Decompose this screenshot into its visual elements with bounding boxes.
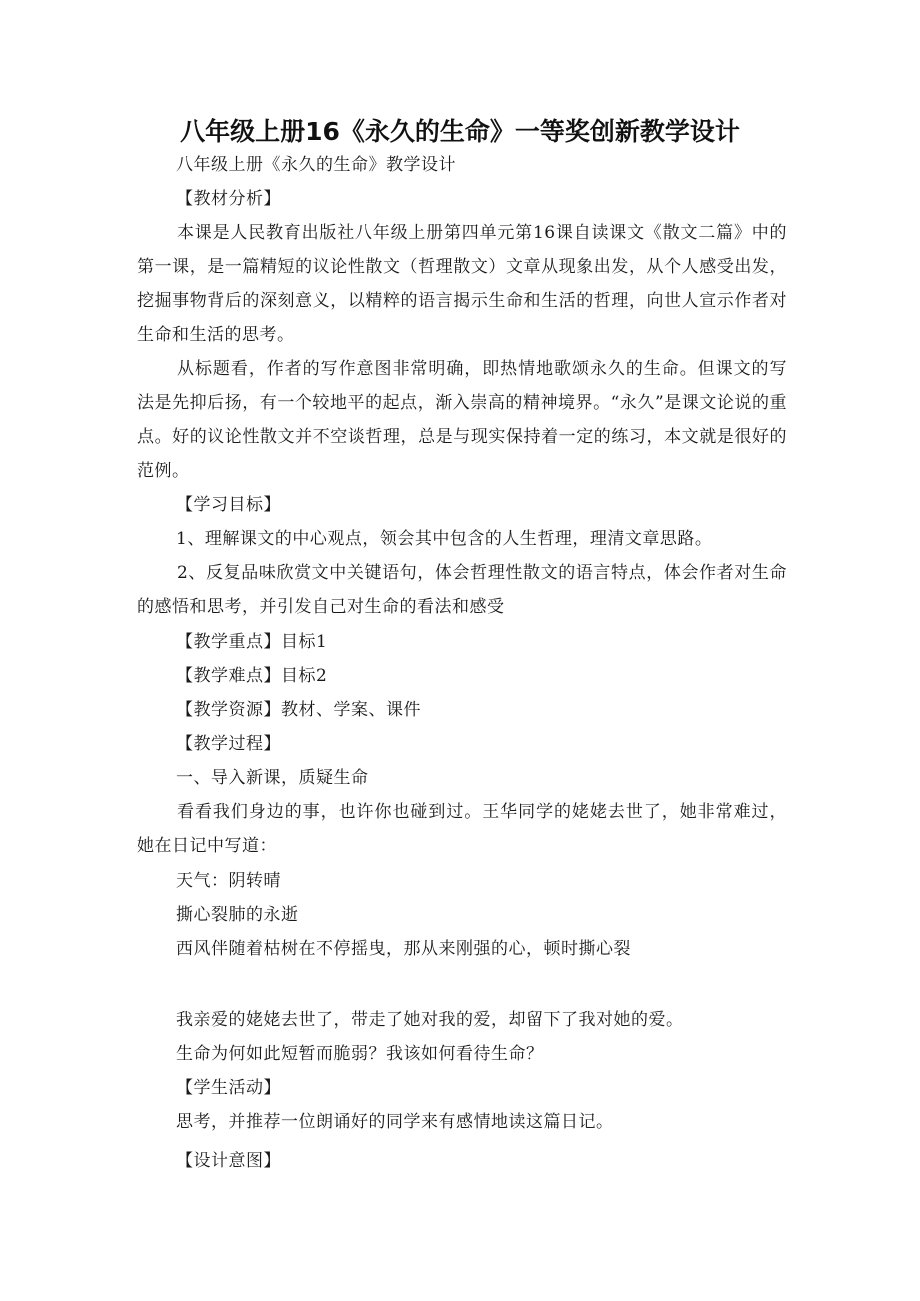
resources-line: 【教学资源】教材、学案、课件	[176, 700, 421, 720]
section-heading-design: 【设计意图】	[176, 1151, 281, 1171]
process-step-1: 一、导入新课，质疑生命	[176, 768, 369, 788]
section-heading-goals: 【学习目标】	[176, 495, 281, 515]
section-heading-process: 【教学过程】	[176, 734, 281, 754]
section-heading-materials: 【教材分析】	[176, 189, 281, 209]
paragraph-materials-2: 从标题看，作者的写作意图非常明确，即热情地歌颂永久的生命。但课文的写法是先抑后扬，有一个较地平的起点，渐入崇高的精神境界。“永久”是课文论说的重点。好的议论性散文并不空谈哲理，总是与现实保持着一定的练习，本文就是很好的范例。	[137, 359, 787, 481]
difficulty-line: 【教学难点】目标2	[176, 666, 328, 686]
document-title: 八年级上册16《永久的生命》一等奖创新教学设计	[180, 117, 740, 146]
diary-line-3: 生命为何如此短暂而脆弱？我该如何看待生命？	[176, 1044, 544, 1064]
key-point-line: 【教学重点】目标1	[176, 632, 328, 652]
goal-item-2: 2、反复品味欣赏文中关键语句，体会哲理性散文的语言特点，体会作者对生命的感悟和思考，并引发自己对生命的看法和感受	[137, 563, 787, 617]
diary-title: 撕心裂肺的永逝	[176, 905, 299, 925]
diary-weather: 天气：阴转晴	[176, 871, 281, 891]
goal-item-1: 1、理解课文的中心观点，领会其中包含的人生哲理，理清文章思路。	[176, 529, 713, 549]
diary-line-1: 西风伴随着枯树在不停摇曳，那从来刚强的心，顿时撕心裂	[176, 939, 631, 959]
document-subtitle: 八年级上册《永久的生命》教学设计	[176, 155, 456, 175]
section-heading-student: 【学生活动】	[176, 1078, 281, 1098]
paragraph-intro: 看看我们身边的事，也许你也碰到过。王华同学的姥姥去世了，她非常难过，她在日记中写道：	[137, 802, 787, 856]
paragraph-materials-1: 本课是人民教育出版社八年级上册第四单元第16课自读课文《散文二篇》中的第一课，是一篇精短的议论性散文（哲理散文）文章从现象出发，从个人感受出发，挖掘事物背后的深刻意义，以精粹的语言揭示生命和生活的哲理，向世人宣示作者对生命和生活的思考。	[137, 223, 787, 345]
diary-line-2: 我亲爱的姥姥去世了，带走了她对我的爱，却留下了我对她的爱。	[176, 1010, 684, 1030]
student-activity-line: 思考，并推荐一位朗诵好的同学来有感情地读这篇日记。	[176, 1112, 614, 1132]
